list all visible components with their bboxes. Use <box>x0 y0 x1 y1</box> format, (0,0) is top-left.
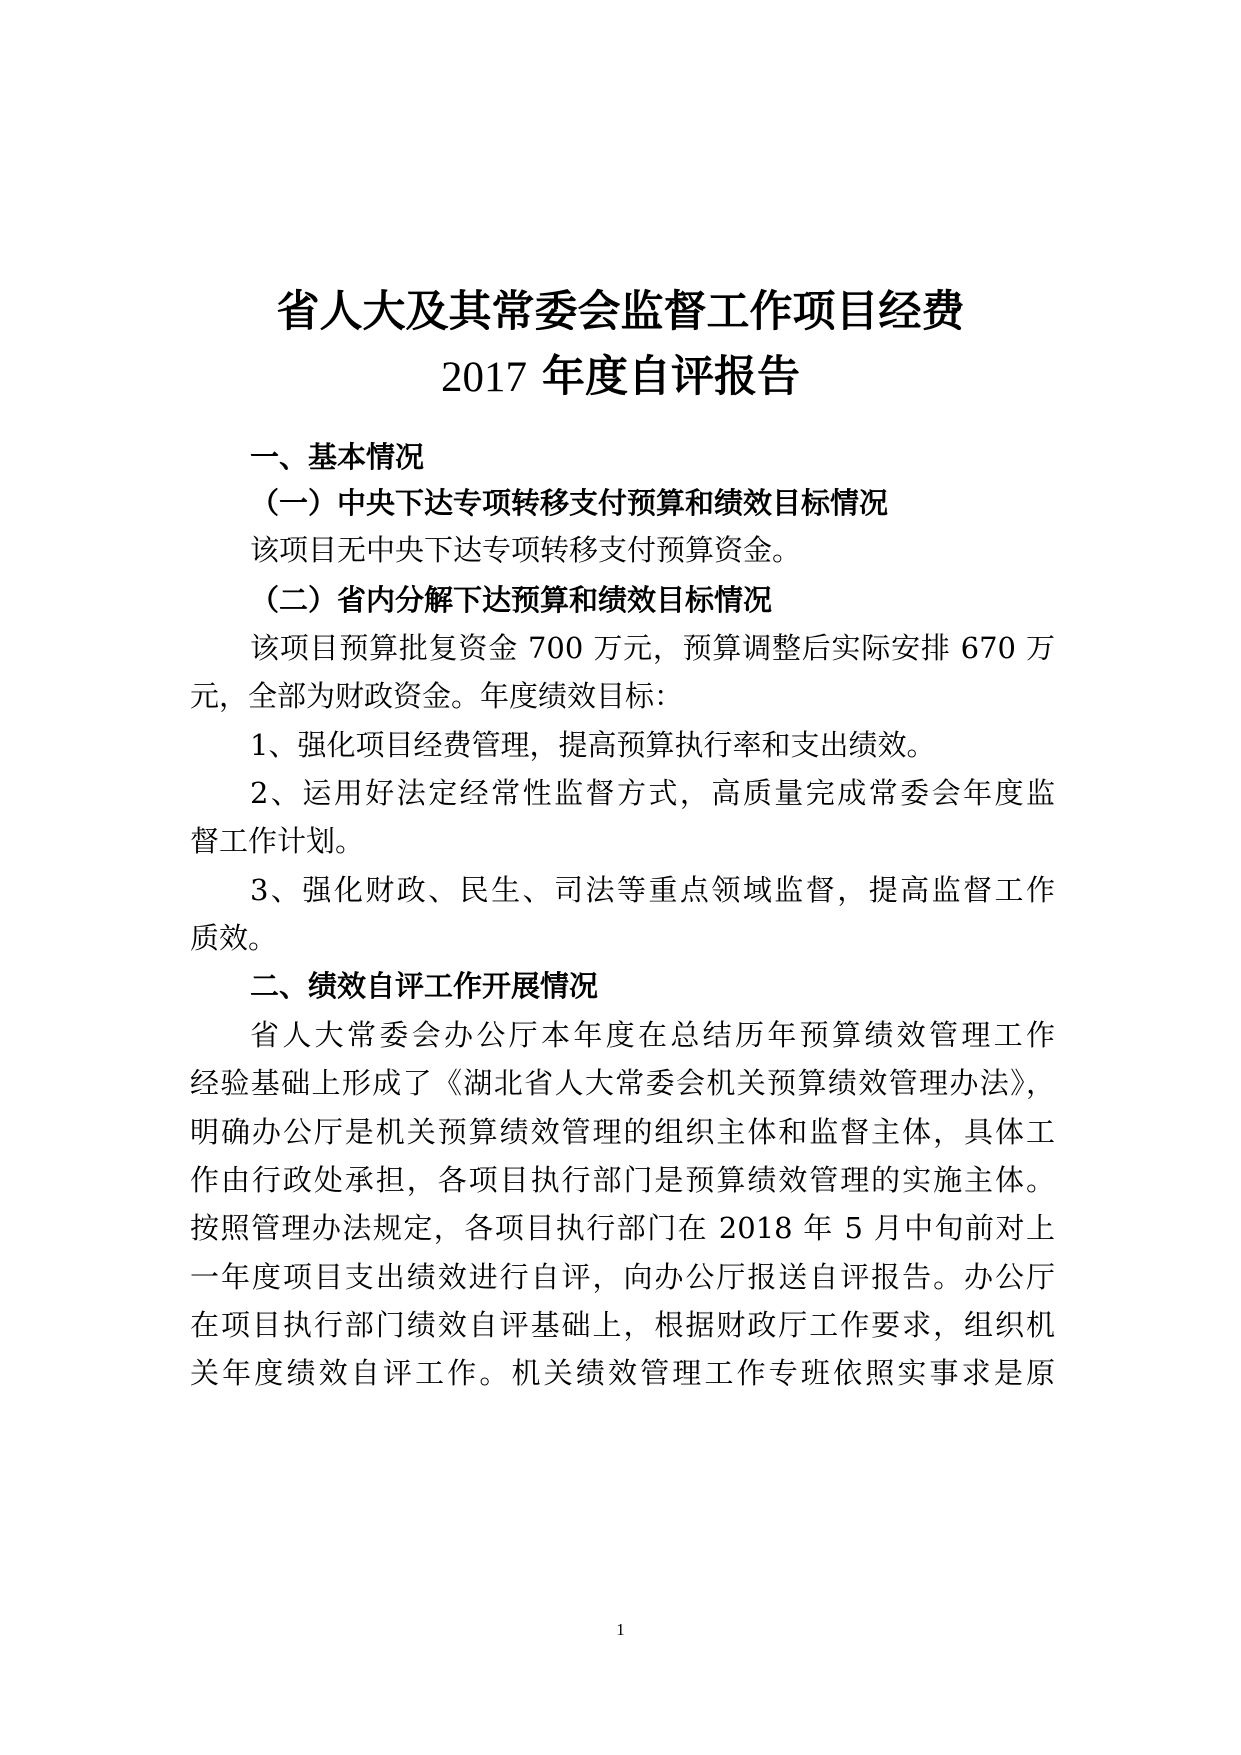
title-suffix: 年度自评报告 <box>527 352 800 402</box>
document-title-line-1: 省人大及其常委会监督工作项目经费 <box>276 287 965 337</box>
goal-item-3-cont: 质效。 <box>190 921 278 955</box>
paragraph-line: 关年度绩效自评工作。机关绩效管理工作专班依照实事求是原 <box>190 1356 1055 1390</box>
paragraph-line: 该项目预算批复资金 700 万元，预算调整后实际安排 670 万 <box>250 631 1055 665</box>
paragraph-line: 省人大常委会办公厅本年度在总结历年预算绩效管理工作 <box>250 1018 1055 1052</box>
section-heading-basic-info: 一、基本情况 <box>250 440 425 474</box>
paragraph-line: 按照管理办法规定，各项目执行部门在 2018 年 5 月中旬前对上 <box>190 1211 1055 1245</box>
title-year: 2017 <box>441 354 527 401</box>
goal-item-2-cont: 督工作计划。 <box>190 824 365 858</box>
page-number: 1 <box>616 1620 625 1639</box>
paragraph-line: 该项目无中央下达专项转移支付预算资金。 <box>250 533 802 567</box>
paragraph-line: 明确办公厅是机关预算绩效管理的组织主体和监督主体，具体工 <box>190 1115 1055 1149</box>
document-title-line-2 <box>0 348 1241 407</box>
goal-item-2: 2、运用好法定经常性监督方式，高质量完成常委会年度监 <box>250 776 1055 810</box>
goal-item-3: 3、强化财政、民生、司法等重点领域监督，提高监督工作 <box>250 873 1055 907</box>
paragraph-line: 在项目执行部门绩效自评基础上，根据财政厅工作要求，组织机 <box>190 1308 1055 1342</box>
subsection-heading-central-transfer: （一）中央下达专项转移支付预算和绩效目标情况 <box>250 486 889 520</box>
paragraph-line: 一年度项目支出绩效进行自评，向办公厅报送自评报告。办公厅 <box>190 1260 1055 1294</box>
paragraph-line: 作由行政处承担，各项目执行部门是预算绩效管理的实施主体。 <box>190 1163 1055 1197</box>
paragraph-line: 元，全部为财政资金。年度绩效目标： <box>190 679 684 713</box>
subsection-heading-provincial-budget: （二）省内分解下达预算和绩效目标情况 <box>250 583 773 617</box>
paragraph-line: 经验基础上形成了《湖北省人大常委会机关预算绩效管理办法》， <box>190 1066 1055 1100</box>
goal-item-1: 1、强化项目经费管理，提高预算执行率和支出绩效。 <box>250 728 936 762</box>
section-heading-self-evaluation: 二、绩效自评工作开展情况 <box>250 969 599 1003</box>
